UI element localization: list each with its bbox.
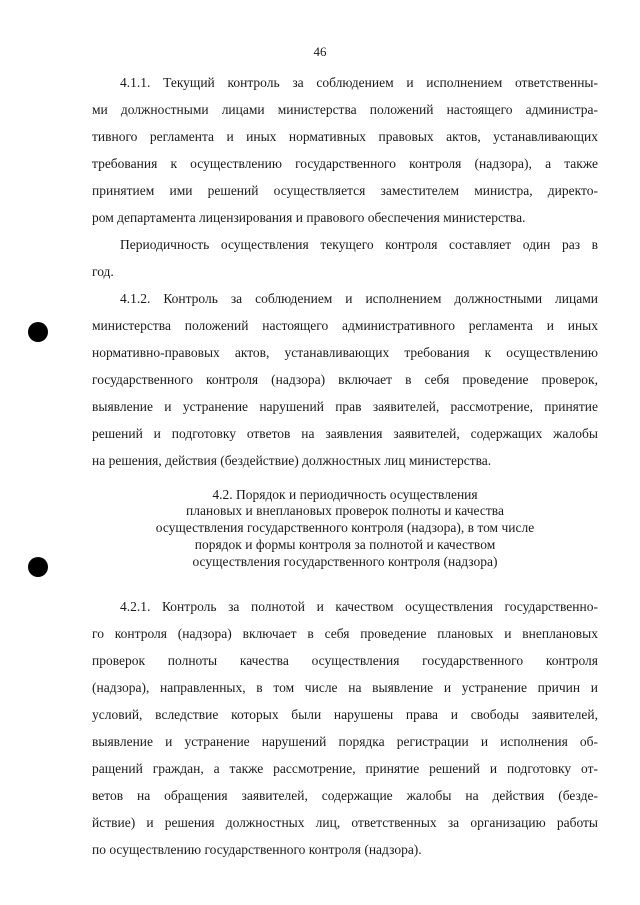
punch-hole-marker-top xyxy=(28,322,48,342)
paragraph-line: министерства положений настоящего административного регламента и иных xyxy=(92,318,598,333)
paragraph-line: принятием ими решений осуществляется заместителем министра, директо- xyxy=(92,183,598,198)
paragraph-line: 4.1.2. Контроль за соблюдением и исполнением должностными лицами xyxy=(120,291,598,306)
paragraph-line: ром департамента лицензирования и правового обеспечения министерства. xyxy=(92,210,526,225)
section-heading-line: осуществления государственного контроля (надзора) xyxy=(192,554,498,569)
paragraph-line: Периодичность осуществления текущего контроля составляет один раз в xyxy=(120,237,598,252)
page-number: 46 xyxy=(313,44,327,59)
section-heading-line: порядок и формы контроля за полнотой и качеством xyxy=(194,537,496,552)
section-heading-line: 4.2. Порядок и периодичность осуществления xyxy=(212,487,478,502)
paragraph-line: выявление и устранение нарушений прав заявителей, рассмотрение, принятие xyxy=(92,399,598,414)
section-heading-line: осуществления государственного контроля (надзора), в том числе xyxy=(155,520,535,535)
paragraph-line: ращений граждан, а также рассмотрение, принятие решений и подготовку от- xyxy=(92,761,598,776)
paragraph-line: проверок полноты качества осуществления государственного контроля xyxy=(92,653,598,668)
paragraph-line: условий, вследствие которых были нарушены права и свободы заявителей, xyxy=(92,707,598,722)
paragraph-line: нормативно-правовых актов, устанавливающих требования к осуществлению xyxy=(92,345,598,360)
paragraph-line: ми должностными лицами министерства положений настоящего администра- xyxy=(92,102,598,117)
paragraph-line: го контроля (надзора) включает в себя проведение плановых и внеплановых xyxy=(92,626,598,641)
paragraph-line: выявление и устранение нарушений порядка регистрации и исполнения об- xyxy=(92,734,598,749)
paragraph-line: йствие) и решения должностных лиц, ответственных за организацию работы xyxy=(92,815,598,830)
paragraph-line: 4.2.1. Контроль за полнотой и качеством осуществления государственно- xyxy=(120,599,598,614)
paragraph-line: год. xyxy=(92,264,114,279)
paragraph-line: 4.1.1. Текущий контроль за соблюдением и исполнением ответственны- xyxy=(120,75,598,90)
paragraph-line: тивного регламента и иных нормативных правовых актов, устанавливающих xyxy=(92,129,598,144)
paragraph-line: решений и подготовку ответов на заявления заявителей, содержащих жалобы xyxy=(92,426,598,441)
paragraph-line: требования к осуществлению государственного контроля (надзора), а также xyxy=(92,156,598,171)
paragraph-line: государственного контроля (надзора) включает в себя проведение проверок, xyxy=(92,372,598,387)
paragraph-line: ветов на обращения заявителей, содержащие жалобы на действия (безде- xyxy=(92,788,598,803)
paragraph-line: (надзора), направленных, в том числе на выявление и устранение причин и xyxy=(92,680,598,695)
section-heading-line: плановых и внеплановых проверок полноты и качества xyxy=(186,503,504,518)
paragraph-line: по осуществлению государственного контроля (надзора). xyxy=(92,842,422,857)
paragraph-line: на решения, действия (бездействие) должностных лиц министерства. xyxy=(92,453,492,468)
